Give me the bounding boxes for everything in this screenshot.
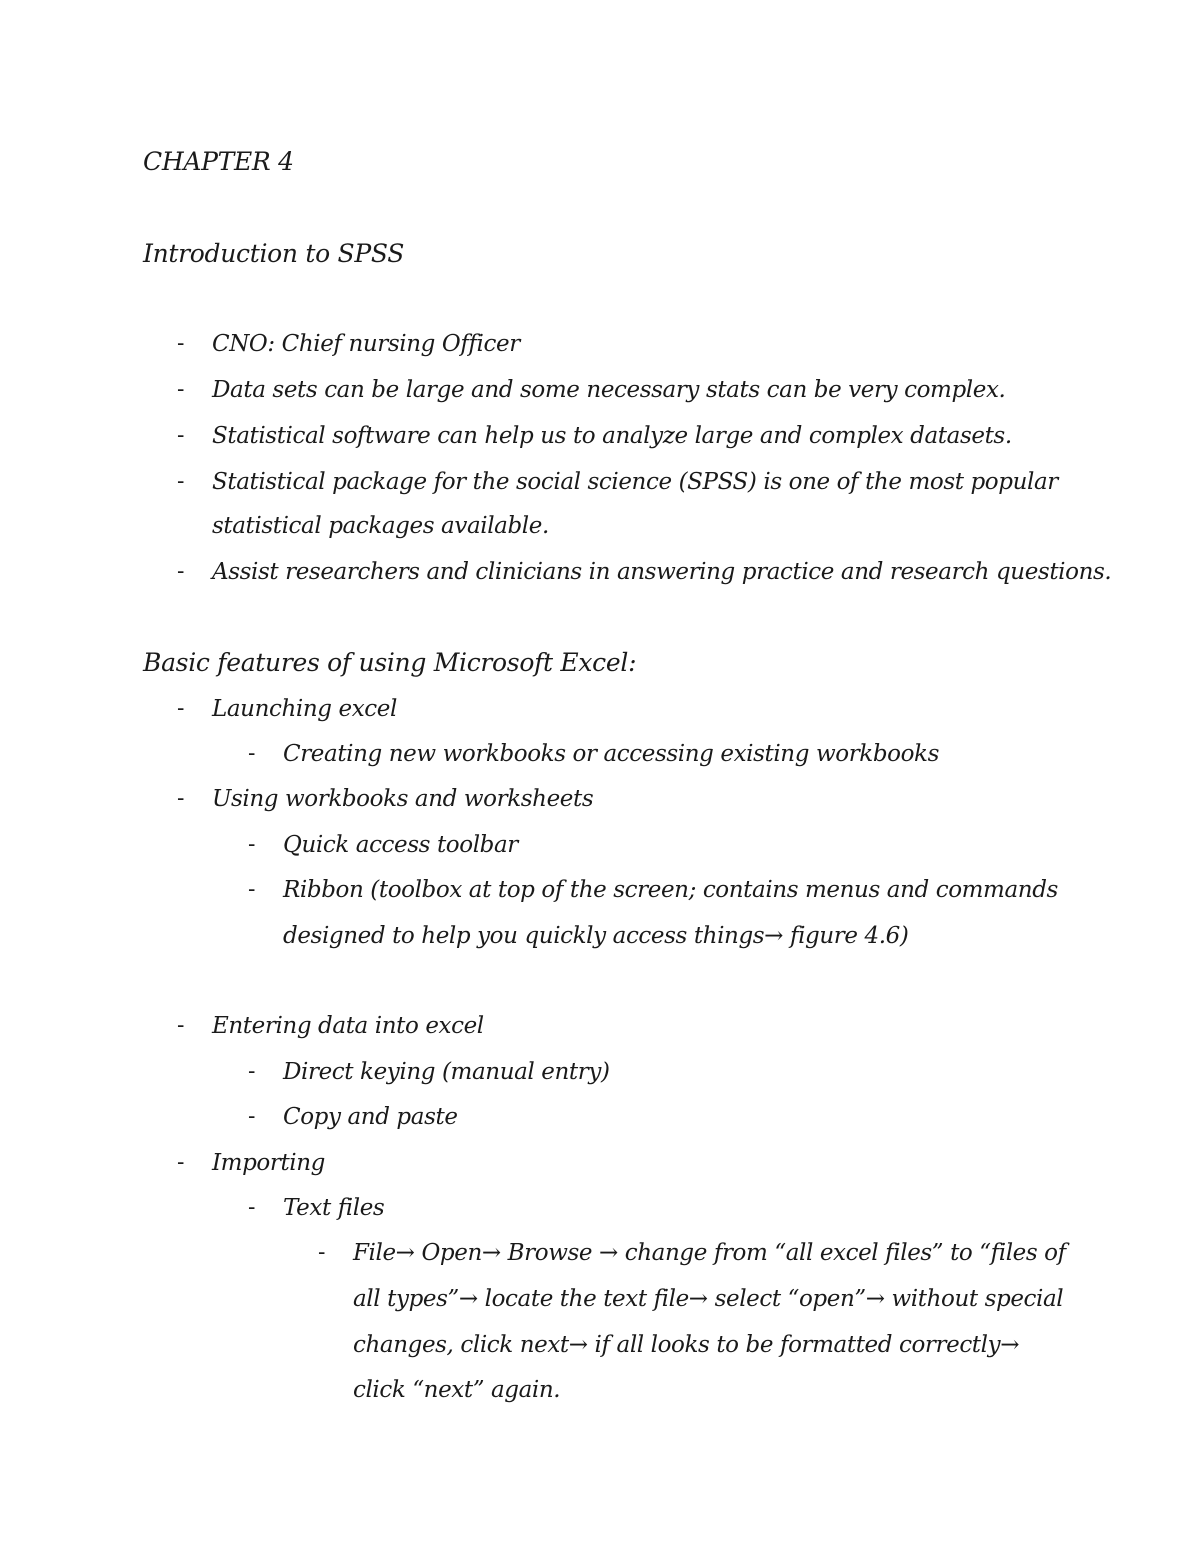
bullet-dash: -: [177, 786, 185, 811]
bullet-item-using-workbooks: Using workbooks and worksheets: [212, 786, 594, 812]
sub-bullet-text-files: Text files: [283, 1195, 385, 1221]
bullet-item-launching-excel: Launching excel: [212, 696, 397, 722]
bullet-item-cno: CNO: Chief nursing Officer: [212, 331, 520, 357]
section-heading-intro-spss: Introduction to SPSS: [143, 239, 405, 268]
bullet-dash: -: [248, 832, 256, 857]
import-steps-line2: all types”→ locate the text file→ select “open”→ without special: [353, 1286, 1064, 1312]
bullet-dash: -: [248, 877, 256, 902]
sub-bullet-ribbon-line2: designed to help you quickly access things→ figure 4.6): [283, 923, 909, 949]
bullet-dash: -: [248, 1195, 256, 1220]
bullet-dash: -: [177, 423, 185, 448]
bullet-dash: -: [177, 1013, 185, 1038]
sub-bullet-copy-paste: Copy and paste: [283, 1104, 458, 1130]
bullet-dash: -: [177, 331, 185, 356]
bullet-item-statistical-software: Statistical software can help us to analyze large and complex datasets.: [212, 423, 1012, 449]
bullet-item-data-sets: Data sets can be large and some necessary stats can be very complex.: [212, 377, 1006, 403]
bullet-dash: -: [318, 1240, 326, 1265]
sub-bullet-quick-access-toolbar: Quick access toolbar: [283, 832, 518, 858]
bullet-item-entering-data: Entering data into excel: [212, 1013, 484, 1039]
import-steps-line3: changes, click next→ if all looks to be formatted correctly→: [353, 1332, 1020, 1358]
bullet-dash: -: [248, 1059, 256, 1084]
bullet-dash: -: [177, 559, 185, 584]
bullet-dash: -: [177, 469, 185, 494]
sub-bullet-creating-workbooks: Creating new workbooks or accessing existing workbooks: [283, 741, 939, 767]
sub-bullet-ribbon-line1: Ribbon (toolbox at top of the screen; contains menus and commands: [283, 877, 1058, 903]
bullet-dash: -: [248, 1104, 256, 1129]
chapter-title: CHAPTER 4: [143, 147, 294, 176]
bullet-item-spss-line2: statistical packages available.: [212, 513, 549, 539]
sub-bullet-direct-keying: Direct keying (manual entry): [283, 1059, 610, 1085]
bullet-item-importing: Importing: [212, 1150, 325, 1176]
bullet-item-assist-researchers: Assist researchers and clinicians in answering practice and research questions.: [212, 559, 1112, 585]
import-steps-line4: click “next” again.: [353, 1377, 561, 1403]
bullet-item-spss-line1: Statistical package for the social science (SPSS) is one of the most popular: [212, 469, 1058, 495]
section-heading-excel-features: Basic features of using Microsoft Excel:: [143, 648, 637, 677]
bullet-dash: -: [177, 696, 185, 721]
import-steps-line1: File→ Open→ Browse → change from “all excel files” to “files of: [353, 1240, 1066, 1266]
bullet-dash: -: [177, 377, 185, 402]
bullet-dash: -: [177, 1150, 185, 1175]
bullet-dash: -: [248, 741, 256, 766]
